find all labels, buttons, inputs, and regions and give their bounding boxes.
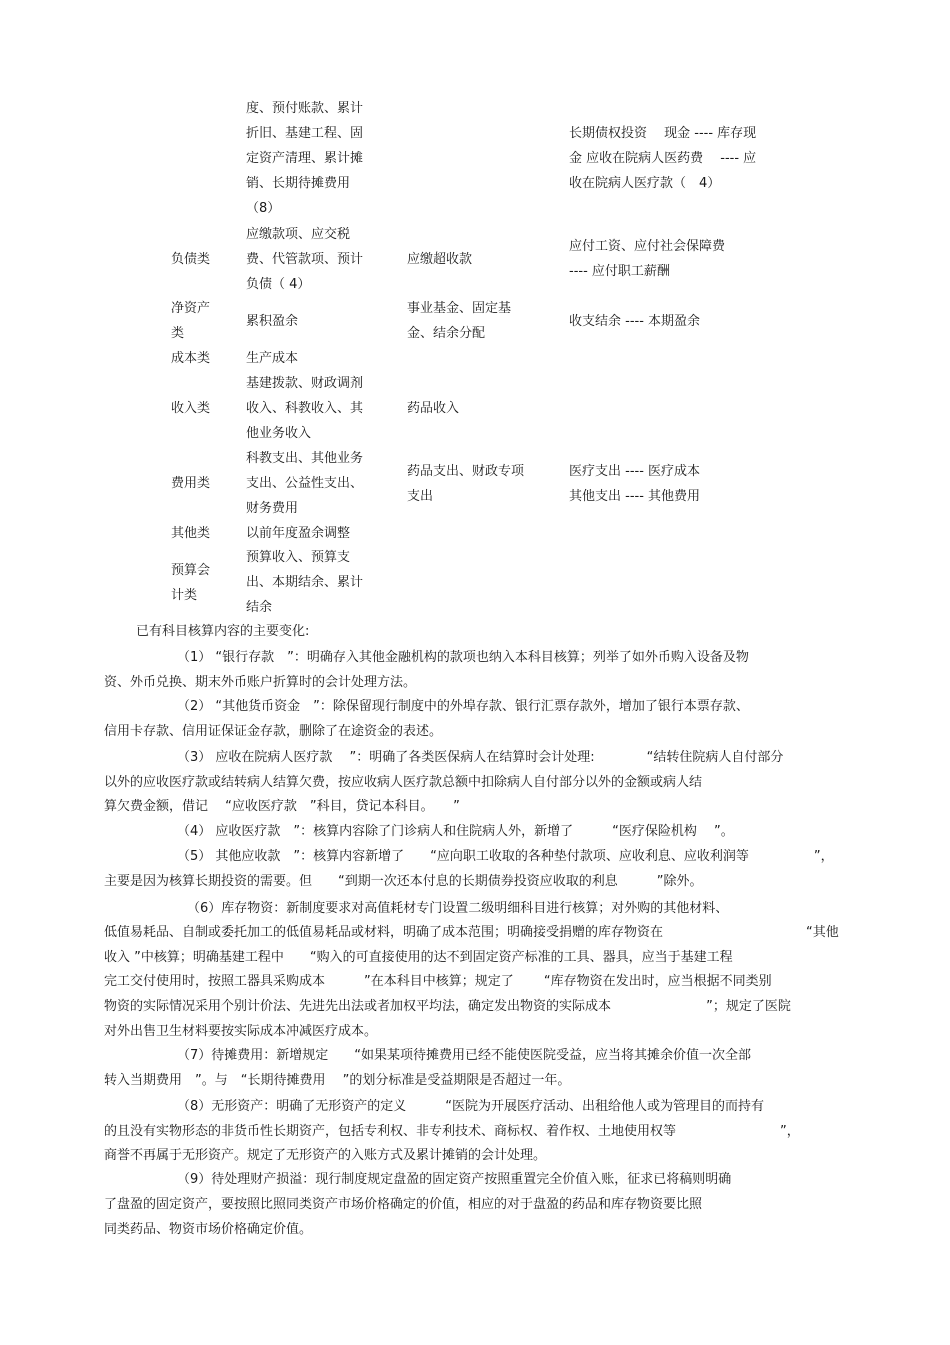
table-cell-line: 负债类 [171, 251, 211, 267]
paragraph-line: （8）无形资产：明确了无形资产的定义 “医院为开展医疗活动、出租给他人或为管理目的而持有 [177, 1099, 765, 1114]
paragraph-line: 同类药品、物资市场价格确定价值。 [104, 1222, 313, 1237]
paragraph-line: 转入当期费用 ”。与 “长期待摊费用 ”的划分标准是受益期限是否超过一年。 [104, 1073, 571, 1088]
table-cell-line: 以前年度盈余调整 [246, 525, 351, 541]
table-cell-line: 应付工资、应付社会保障费 [569, 239, 726, 254]
table-cell-category [171, 471, 210, 496]
table-cell-line: 折旧、基建工程、固 [246, 126, 364, 141]
table-cell-new-subjects [246, 446, 363, 521]
paragraph-line: （9）待处理财产损溢：现行制度规定盘盈的固定资产按照重置完全价值入账，征求已将稿则明确 [177, 1172, 732, 1187]
table-cell-line: 成本类 [171, 350, 211, 366]
table-cell-line: 其他类 [171, 525, 211, 541]
table-cell-line: 净资产 [171, 301, 211, 316]
table-cell-line: 药品收入 [407, 401, 460, 416]
table-cell-line: 应缴超收款 [407, 251, 473, 267]
table-cell-line: 金、结余分配 [407, 326, 486, 341]
table-cell-line: 收入类 [171, 401, 211, 416]
table-cell-line: 事业基金、固定基 [407, 301, 512, 316]
table-cell-category [171, 558, 210, 608]
table-cell-line: 收在院病人医疗款（ 4） [569, 176, 721, 191]
table-cell-line: 出、本期结余、累计 [246, 575, 364, 590]
table-cell-new-subjects [246, 96, 363, 221]
paragraph-line: （5） 其他应收款 ”：核算内容新增了 “应向职工收取的各种垫付款项、应收利息、应收利润等 ”， [177, 849, 834, 864]
table-cell-new-subjects [246, 371, 363, 446]
section-heading: 已有科目核算内容的主要变化: [136, 624, 310, 639]
table-cell-line: 销、长期待摊费用 [246, 176, 351, 191]
table-cell-line: 收入、科教收入、其 [246, 401, 364, 416]
table-cell-line: 他业务收入 [246, 426, 312, 441]
table-cell-line: 类 [171, 326, 185, 341]
table-cell-line: （8） [246, 201, 281, 216]
table-cell-line: 结余 [246, 600, 273, 615]
table-cell-line: 其他支出 ---- 其他费用 [569, 488, 701, 504]
table-cell-new-subjects [246, 309, 298, 334]
table-cell-category [171, 296, 210, 346]
table-cell-removed-subjects [407, 247, 472, 272]
table-cell-category [171, 247, 210, 272]
paragraph-line: 信用卡存款、信用证保证金存款，删除了在途资金的表述。 [104, 724, 443, 739]
paragraph-line: 物资的实际情况采用个别计价法、先进先出法或者加权平均法，确定发出物资的实际成本 ”；规定了医院 [104, 999, 791, 1014]
table-cell-line: 计类 [171, 587, 198, 603]
table-cell-line: 费用类 [171, 476, 211, 491]
table-cell-new-subjects [246, 346, 298, 371]
table-cell-new-subjects [246, 545, 363, 620]
table-cell-line: 费、代管款项、预计 [246, 251, 364, 267]
table-cell-line: 医疗支出 ---- 医疗成本 [569, 463, 701, 479]
paragraph-line: 资、外币兑换、期末外币账户折算时的会计处理方法。 [104, 675, 417, 690]
paragraph-line: 以外的应收医疗款或结转病人结算欠费，按应收病人医疗款总额中扣除病人自付部分以外的金额或病人结 [104, 775, 703, 790]
paragraph-line: （3） 应收在院病人医疗款 ”：明确了各类医保病人在结算时会计处理: “结转住院病人自付部分 [177, 750, 784, 765]
paragraph-line: 低值易耗品、自制或委托加工的低值易耗品或材料，明确了成本范围；明确接受捐赠的库存物资在 “其他 [104, 925, 839, 940]
table-cell-new-subjects [246, 222, 363, 297]
paragraph-line: （1） “银行存款 ”：明确存入其他金融机构的款项也纳入本科目核算；列举了如外币购入设备及物 [177, 650, 749, 665]
table-cell-line: 财务费用 [246, 501, 299, 516]
table-cell-line: 金 应收在院病人医药费 ---- 应 [569, 151, 757, 166]
table-cell-line: 基建拨款、财政调剂 [246, 376, 364, 391]
paragraph-line: （6）库存物资：新制度要求对高值耗材专门设置二级明细科目进行核算；对外购的其他材料、 [187, 901, 729, 916]
table-cell-category [171, 396, 210, 421]
table-cell-line: 药品支出、财政专项 [407, 463, 525, 479]
table-cell-line: 累积盈余 [246, 313, 299, 329]
table-cell-line: 支出、公益性支出、 [246, 476, 364, 491]
table-cell-line: 预算收入、预算支 [246, 550, 351, 565]
table-cell-line: 定资产清理、累计摊 [246, 151, 364, 166]
table-cell-line: ---- 应付职工薪酬 [569, 264, 670, 279]
paragraph-line: 主要是因为核算长期投资的需要。但 “到期一次还本付息的长期债券投资应收取的利息 ”除外。 [104, 874, 703, 889]
paragraph-line: （2） “其他货币资金 ”：除保留现行制度中的外埠存款、银行汇票存款外，增加了银行本票存款、 [177, 699, 749, 714]
paragraph-line: 完工交付使用时，按照工器具采购成本 ”在本科目中核算；规定了 “库存物资在发出时，应当根据不同类别 [104, 974, 772, 989]
table-cell-changed-subjects [569, 459, 700, 509]
table-cell-removed-subjects [407, 296, 511, 346]
table-cell-line: 负债（ 4） [246, 276, 311, 292]
table-cell-new-subjects [246, 521, 350, 546]
table-cell-removed-subjects [407, 459, 524, 509]
table-cell-line: 度、预付账款、累计 [246, 101, 364, 116]
paragraph-line: 了盘盈的固定资产，要按照比照同类资产市场价格确定的价值，相应的对于盘盈的药品和库存物资要比照 [104, 1197, 703, 1212]
paragraph-line: 对外出售卫生材料要按实际成本冲减医疗成本。 [104, 1024, 378, 1039]
paragraph-line: （7）待摊费用：新增规定 “如果某项待摊费用已经不能使医院受益，应当将其摊余价值一次全部 [177, 1048, 752, 1063]
table-cell-removed-subjects [407, 396, 459, 421]
table-cell-line: 收支结余 ---- 本期盈余 [569, 313, 701, 329]
table-cell-line: 科教支出、其他业务 [246, 451, 364, 466]
table-cell-category [171, 521, 210, 546]
paragraph-line: 的且没有实物形态的非货币性长期资产，包括专利权、非专利技术、商标权、着作权、土地使用权等 ”， [104, 1124, 800, 1139]
table-cell-line: 长期债权投资 现金 ---- 库存现 [569, 126, 757, 141]
paragraph-line: 算欠费金额，借记 “应收医疗款 ”科目，贷记本科目。 ” [104, 799, 460, 814]
paragraph-line: （4） 应收医疗款 ”：核算内容除了门诊病人和住院病人外，新增了 “医疗保险机构 ”。 [177, 824, 734, 839]
table-cell-category [171, 346, 210, 371]
table-cell-changed-subjects [569, 234, 725, 284]
paragraph-line: 商誉不再属于无形资产。规定了无形资产的入账方式及累计摊销的会计处理。 [104, 1148, 547, 1163]
table-cell-changed-subjects [569, 121, 756, 196]
table-cell-line: 预算会 [171, 562, 211, 578]
table-cell-line: 应缴款项、应交税 [246, 226, 351, 242]
table-cell-changed-subjects [569, 309, 700, 334]
paragraph-line: 收入 ”中核算；明确基建工程中 “购入的可直接使用的达不到固定资产标准的工具、器具，应当于基建工程 [104, 950, 733, 965]
table-cell-line: 生产成本 [246, 350, 299, 366]
table-cell-line: 支出 [407, 488, 434, 504]
